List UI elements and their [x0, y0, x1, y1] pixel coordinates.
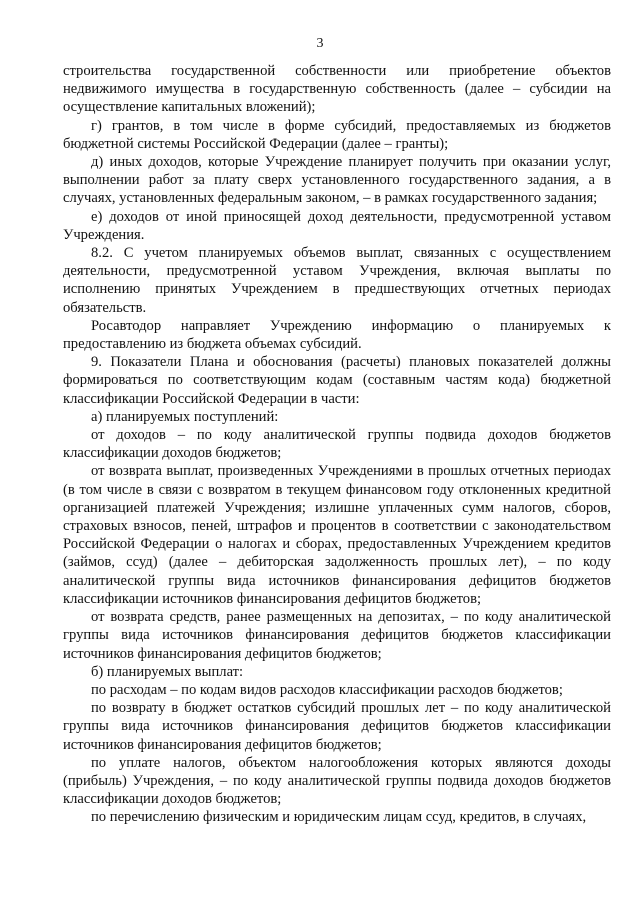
paragraph: г) грантов, в том числе в форме субсидий, предоставляемых из бюджетов бюджетной системы Российской Федерации (далее – гранты);	[63, 117, 611, 152]
page-number: 3	[316, 36, 324, 51]
paragraph: по возврату в бюджет остатков субсидий прошлых лет – по коду аналитической группы вида источников финансирования дефицитов бюджетов классификации источников финансирования дефицитов бюджетов;	[63, 700, 611, 753]
paragraph: по перечислению физическим и юридическим лицам ссуд, кредитов, в случаях,	[91, 809, 587, 826]
paragraph: 9. Показатели Плана и обоснования (расчеты) плановых показателей должны формироваться по соответствующим кодам (составным частям кода) бюджетной классификации Российской Федерации в части:	[63, 354, 611, 407]
paragraph: строительства государственной собственности или приобретение объектов недвижимого имущества в государственную собственность (далее – субсидии на осуществление капитальных вложений);	[63, 63, 611, 116]
paragraph: от доходов – по коду аналитической группы подвида доходов бюджетов классификации доходов бюджетов;	[63, 427, 611, 462]
paragraph: 8.2. С учетом планируемых объемов выплат, связанных с осуществлением деятельности, предусмотренной уставом Учреждения, включая выплаты по исполнению принятых Учреждением в предшествующих отчетных периодах обязательств.	[63, 245, 611, 316]
paragraph: от возврата средств, ранее размещенных на депозитах, – по коду аналитической группы вида источников финансирования дефицитов бюджетов классификации источников финансирования дефицитов бюджетов;	[63, 609, 611, 662]
paragraph: б) планируемых выплат:	[91, 663, 244, 680]
paragraph: д) иных доходов, которые Учреждение планирует получить при оказании услуг, выполнении работ за плату сверх установленного государственного задания, а в случаях, установленных федеральным законом, – в рамках государственного задания;	[63, 154, 611, 207]
document-body	[63, 62, 611, 827]
paragraph: по расходам – по кодам видов расходов классификации расходов бюджетов;	[91, 681, 563, 698]
paragraph: Росавтодор направляет Учреждению информацию о планируемых к предоставлению из бюджета объемах субсидий.	[63, 317, 611, 353]
paragraph: по уплате налогов, объектом налогообложения которых являются доходы (прибыль) Учреждения, – по коду аналитической группы подвида доходов бюджетов классификации доходов бюджетов;	[63, 754, 611, 808]
paragraph: от возврата выплат, произведенных Учреждениями в прошлых отчетных периодах (в том числе в связи с возвратом в текущем финансовом году отклоненных кредитной организацией платежей Учреждения; излишне уплаченных сумм налогов, сборов, страховых взносов, пеней, штрафов и процентов в соответствии с законодательством Российской Федерации о налогах и сборах, предоставленных Учреждением кредитов (займов, ссуд) (далее – дебиторская задолженность прошлых лет), – по коду аналитической группы вида источников финансирования дефицитов бюджетов классификации источников финансирования дефицитов бюджетов;	[63, 463, 611, 607]
paragraph: е) доходов от иной приносящей доход деятельности, предусмотренной уставом Учреждения.	[63, 208, 611, 243]
paragraph: а) планируемых поступлений:	[91, 408, 279, 425]
